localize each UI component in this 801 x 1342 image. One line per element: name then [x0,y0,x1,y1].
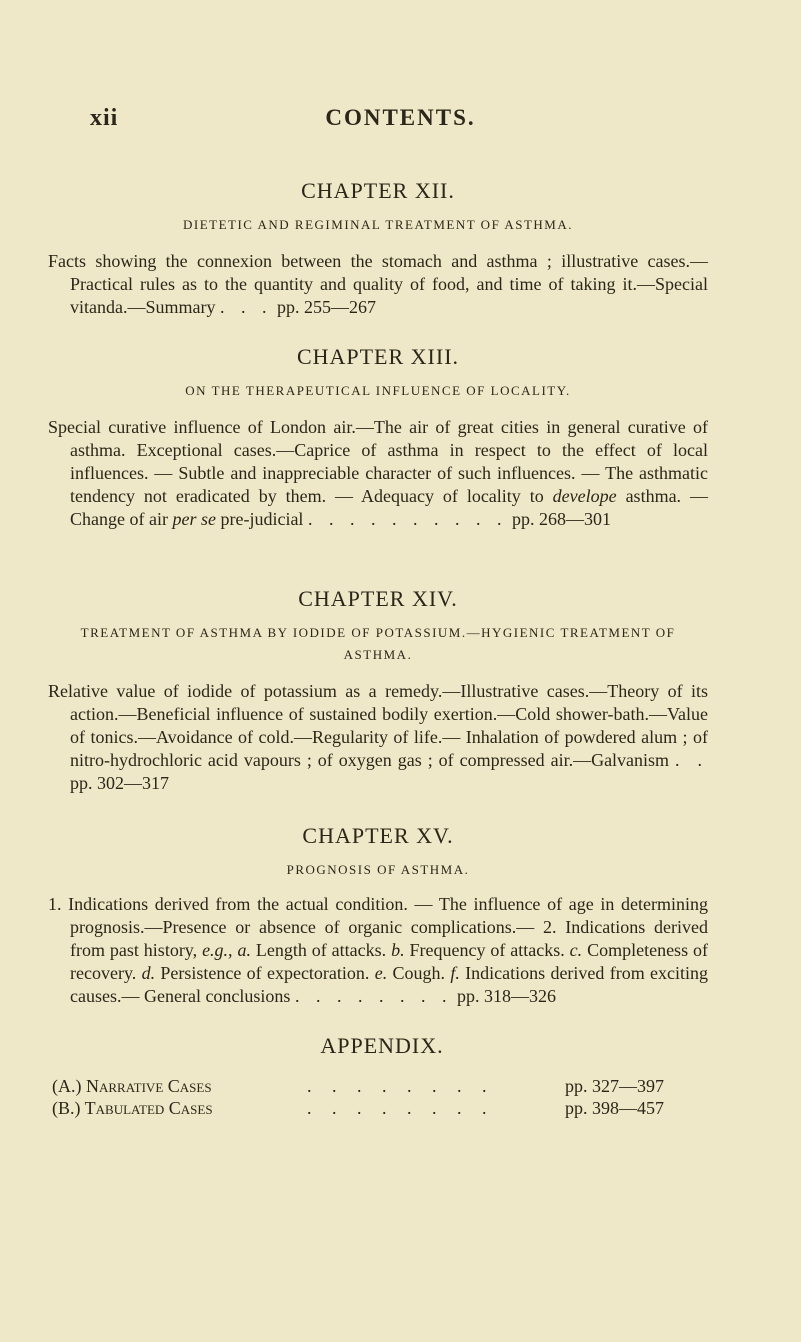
chapter-title: CHAPTER XII. [301,178,455,203]
summary-italic: c. [569,940,583,960]
summary-italic: d. [141,963,156,983]
chapter-summary [48,680,708,795]
summary-text: Completeness of recovery. [70,940,708,983]
running-title: CONTENTS. [325,105,476,130]
chapter-title: CHAPTER XV. [302,823,454,848]
summary-text: Length of attacks. [250,940,392,960]
chapter-xiv [48,586,708,795]
summary-text: Special curative influence of London air.—The air of great cities in general curative of asthma. Exceptional cases.—Caprice of asthma in respect to the effect of local influences. — Subtle and inappreciable character of such influences. — The asthmatic tendency not eradicated by them. — Adequacy of locality to [48,417,708,506]
leader-dots: . . . [219,297,273,317]
summary-text: pre-judicial [215,509,304,529]
summary-italic: b. [391,940,405,960]
appendix-title: APPENDIX. [320,1033,444,1058]
appendix [52,1033,712,1119]
page-range: pp. 318—326 [456,986,556,1006]
chapter-subtitle: ON THE THERAPEUTICAL INFLUENCE OF LOCALITY. [185,383,571,398]
chapter-xv [48,823,708,1008]
leader-dots: . . [675,750,709,770]
summary-italic: per se [172,509,216,529]
chapter-title: CHAPTER XIV. [298,586,458,611]
chapter-summary [48,416,708,531]
summary-italic: f. [450,963,460,983]
running-head [90,105,711,135]
page-range: pp. 302—317 [70,773,169,793]
appendix-item-label: (B.) Tabulated Cases [52,1098,213,1118]
page-range: pp. 268—301 [511,509,611,529]
summary-text: Relative value of iodide of potassium as a remedy.—Illustrative cases.—Theory of its action.—Beneficial influence of sustained bodily exertion.—Cold shower-bath.—Value of tonics.—Avoidance of cold.—Regularity of life.— Inhalation of powdered alum ; of nitro-hydrochloric acid vapours ; of oxygen gas ; of compressed air.—Galvanism [48,681,708,770]
page-range: pp. 255—267 [276,297,376,317]
chapter-xii [48,178,708,319]
chapter-xiii [48,344,708,531]
summary-italic: e. [374,963,388,983]
chapter-subtitle: DIETETIC AND REGIMINAL TREATMENT OF ASTHMA. [183,217,573,232]
page-range: pp. 327—397 [565,1076,664,1096]
appendix-item-label: (A.) Narrative Cases [52,1076,212,1096]
leader-dots: . . . . . . . . [307,1098,495,1118]
summary-text: Frequency of attacks. [404,940,570,960]
leader-dots: . . . . . . . . [307,1076,495,1096]
appendix-item [52,1075,712,1097]
chapter-summary [48,250,708,319]
summary-italic: e.g., a. [202,940,251,960]
chapter-title: CHAPTER XIII. [296,344,460,369]
summary-text: 1. Indications derived from the actual condition. — The influence of age in determining prognosis.—Presence or absence of organic complications.— 2. Indications derived from past history, [48,894,708,960]
summary-text: Facts showing the connexion between the stomach and asthma ; illustrative cases.—Practical rules as to the quantity and quality of food, and time of taking it.—Special vitanda.—Summary [48,251,708,317]
chapter-subtitle: PROGNOSIS OF ASTHMA. [286,862,470,877]
chapter-subtitle: TREATMENT OF ASTHMA BY IODIDE OF POTASSIUM.—HYGIENIC TREATMENT OF ASTHMA. [80,625,676,662]
page-number: xii [90,105,119,131]
summary-text: Persistence of expectoration. [155,963,375,983]
chapter-summary [48,893,708,1008]
summary-italic: develope [552,486,617,506]
leader-dots: . . . . . . . . [294,986,453,1006]
appendix-item [52,1097,712,1119]
leader-dots: . . . . . . . . . . [307,509,508,529]
page-range: pp. 398—457 [565,1098,664,1118]
summary-text: Indications derived from exciting causes.— General conclusions [70,963,708,1006]
summary-text: Cough. [387,963,451,983]
summary-text: asthma. — Change of air [70,486,708,529]
